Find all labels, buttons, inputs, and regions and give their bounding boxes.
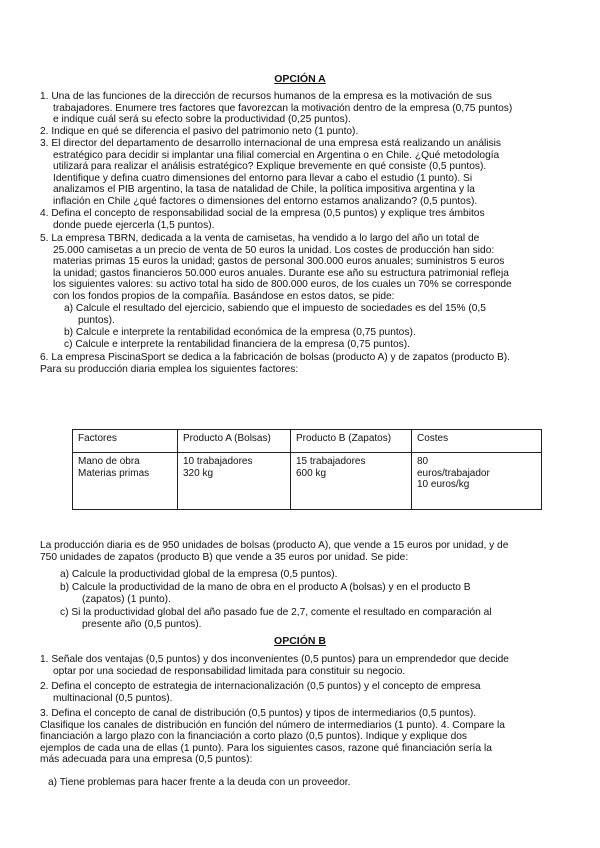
table-header: Producto A (Bolsas) xyxy=(178,430,291,453)
question-a6-production: La producción diaria es de 950 unidades de bolsas (producto A), que vende a 15 euros por unidad, y de 750 unidades de zapatos (producto B) que vende a 35 euros por unidad. Se pide: xyxy=(40,540,509,563)
question-a6-b: b) Calcule la productividad de la mano de obra en el producto A (bolsas) y en el producto B (zapatos) (1 punto). xyxy=(60,582,471,605)
table-cell-product-b: 15 trabajadores 600 kg xyxy=(291,453,412,510)
option-b-heading: OPCIÓN B xyxy=(274,635,326,647)
question-a6-a: a) Calcule la productividad global de la empresa (0,5 puntos). xyxy=(60,569,338,580)
question-b3-b4: 3. Defina el concepto de canal de distribución (0,5 puntos) y tipos de intermediarios (0,5 puntos). Clasifique los canales de distribución en función del número de intermediarios (1 punto). 4. Compare la financiación a largo plazo con la financiación a corto plazo (0,5 puntos). Indique y explique dos ejemplos de cada una de ellas (1 punto). Para los siguientes casos, razone qué financiación sería la más adecuada para una empresa (0,5 puntos): xyxy=(40,708,505,766)
table-row xyxy=(73,453,542,510)
table-cell-product-a: 10 trabajadores 320 kg xyxy=(178,453,291,510)
question-a1: 1. Una de las funciones de la dirección de recursos humanos de la empresa es la motivación de sus trabajadores. Enumere tres factores que favorezcan la motivación dentro de la empresa (0,75 puntos) e indique cuál será su efecto sobre la productividad (0,25 puntos). xyxy=(40,91,513,126)
table-header-row xyxy=(73,430,542,453)
question-a6: 6. La empresa PiscinaSport se dedica a la fabricación de bolsas (producto A) y de zapatos (producto B). Para su producción diaria emplea los siguientes factores: xyxy=(40,352,511,375)
factors-table xyxy=(72,429,542,510)
question-a4: 4. Defina el concepto de responsabilidad social de la empresa (0,5 puntos) y explique tres ámbitos donde puede ejercerla (1,5 puntos). xyxy=(40,208,485,231)
question-a3: 3. El director del departamento de desarrollo internacional de una empresa está realizando un análisis estratégico para decidir si implantar una filial comercial en Argentina o en Chile. ¿Qué metodología utilizará para realizar el análisis estratégico? Explique brevemente en qué consiste (0,5 puntos). Identifique y defina cuatro dimensiones del entorno para llevar a cabo el estudio (1 punto). Si analizamos el PIB argentino, la tasa de natalidad de Chile, la política impositiva argentina y la inflación en Chile ¿qué factores o dimensiones del entorno estamos analizando? (0,5 puntos). xyxy=(40,138,501,207)
question-a5: 5. La empresa TBRN, dedicada a la venta de camisetas, ha vendido a lo largo del año un total de 25.000 camisetas a un precio de venta de 50 euros la unidad. Los costes de producción han sido: materias primas 15 euros la unidad; gastos de personal 300.000 euros anuales; suministros 5 euros la unidad; gastos financieros 50.000 euros anuales. Durante ese año su estructura patrimonial refleja los siguientes valores: su activo total ha sido de 800.000 euros, de los cuales un 70% se corresponde con los fondos propios de la compañía. Basándose en estos datos, se pide: xyxy=(40,233,512,302)
question-a5-c: c) Calcule e interprete la rentabilidad financiera de la empresa (0,75 puntos). xyxy=(64,339,411,350)
option-a-heading: OPCIÓN A xyxy=(274,73,326,85)
table-header: Costes xyxy=(412,430,542,453)
question-b4-a: a) Tiene problemas para hacer frente a la deuda con un proveedor. xyxy=(48,777,351,788)
table-cell-factors: Mano de obra Materias primas xyxy=(73,453,178,510)
question-a2: 2. Indique en qué se diferencia el pasivo del patrimonio neto (1 punto). xyxy=(40,126,359,137)
question-b2: 2. Defina el concepto de estrategia de internacionalización (0,5 puntos) y el concepto de empresa multinacional (0,5 puntos). xyxy=(40,681,481,704)
table-header: Producto B (Zapatos) xyxy=(291,430,412,453)
question-a5-a: a) Calcule el resultado del ejercicio, sabiendo que el impuesto de sociedades es del 15% (0,5 puntos). xyxy=(64,303,486,326)
question-a5-b: b) Calcule e interprete la rentabilidad económica de la empresa (0,75 puntos). xyxy=(64,327,416,338)
table-header: Factores xyxy=(73,430,178,453)
question-b1: 1. Señale dos ventajas (0,5 puntos) y dos inconvenientes (0,5 puntos) para un emprendedor que decide optar por una sociedad de responsabilidad limitada para constituir su negocio. xyxy=(40,654,509,677)
question-a6-c: c) Si la productividad global del año pasado fue de 2,7, comente el resultado en comparación al presente año (0,5 puntos). xyxy=(60,607,492,630)
table-cell-costs: 80 euros/trabajador 10 euros/kg xyxy=(412,453,542,510)
